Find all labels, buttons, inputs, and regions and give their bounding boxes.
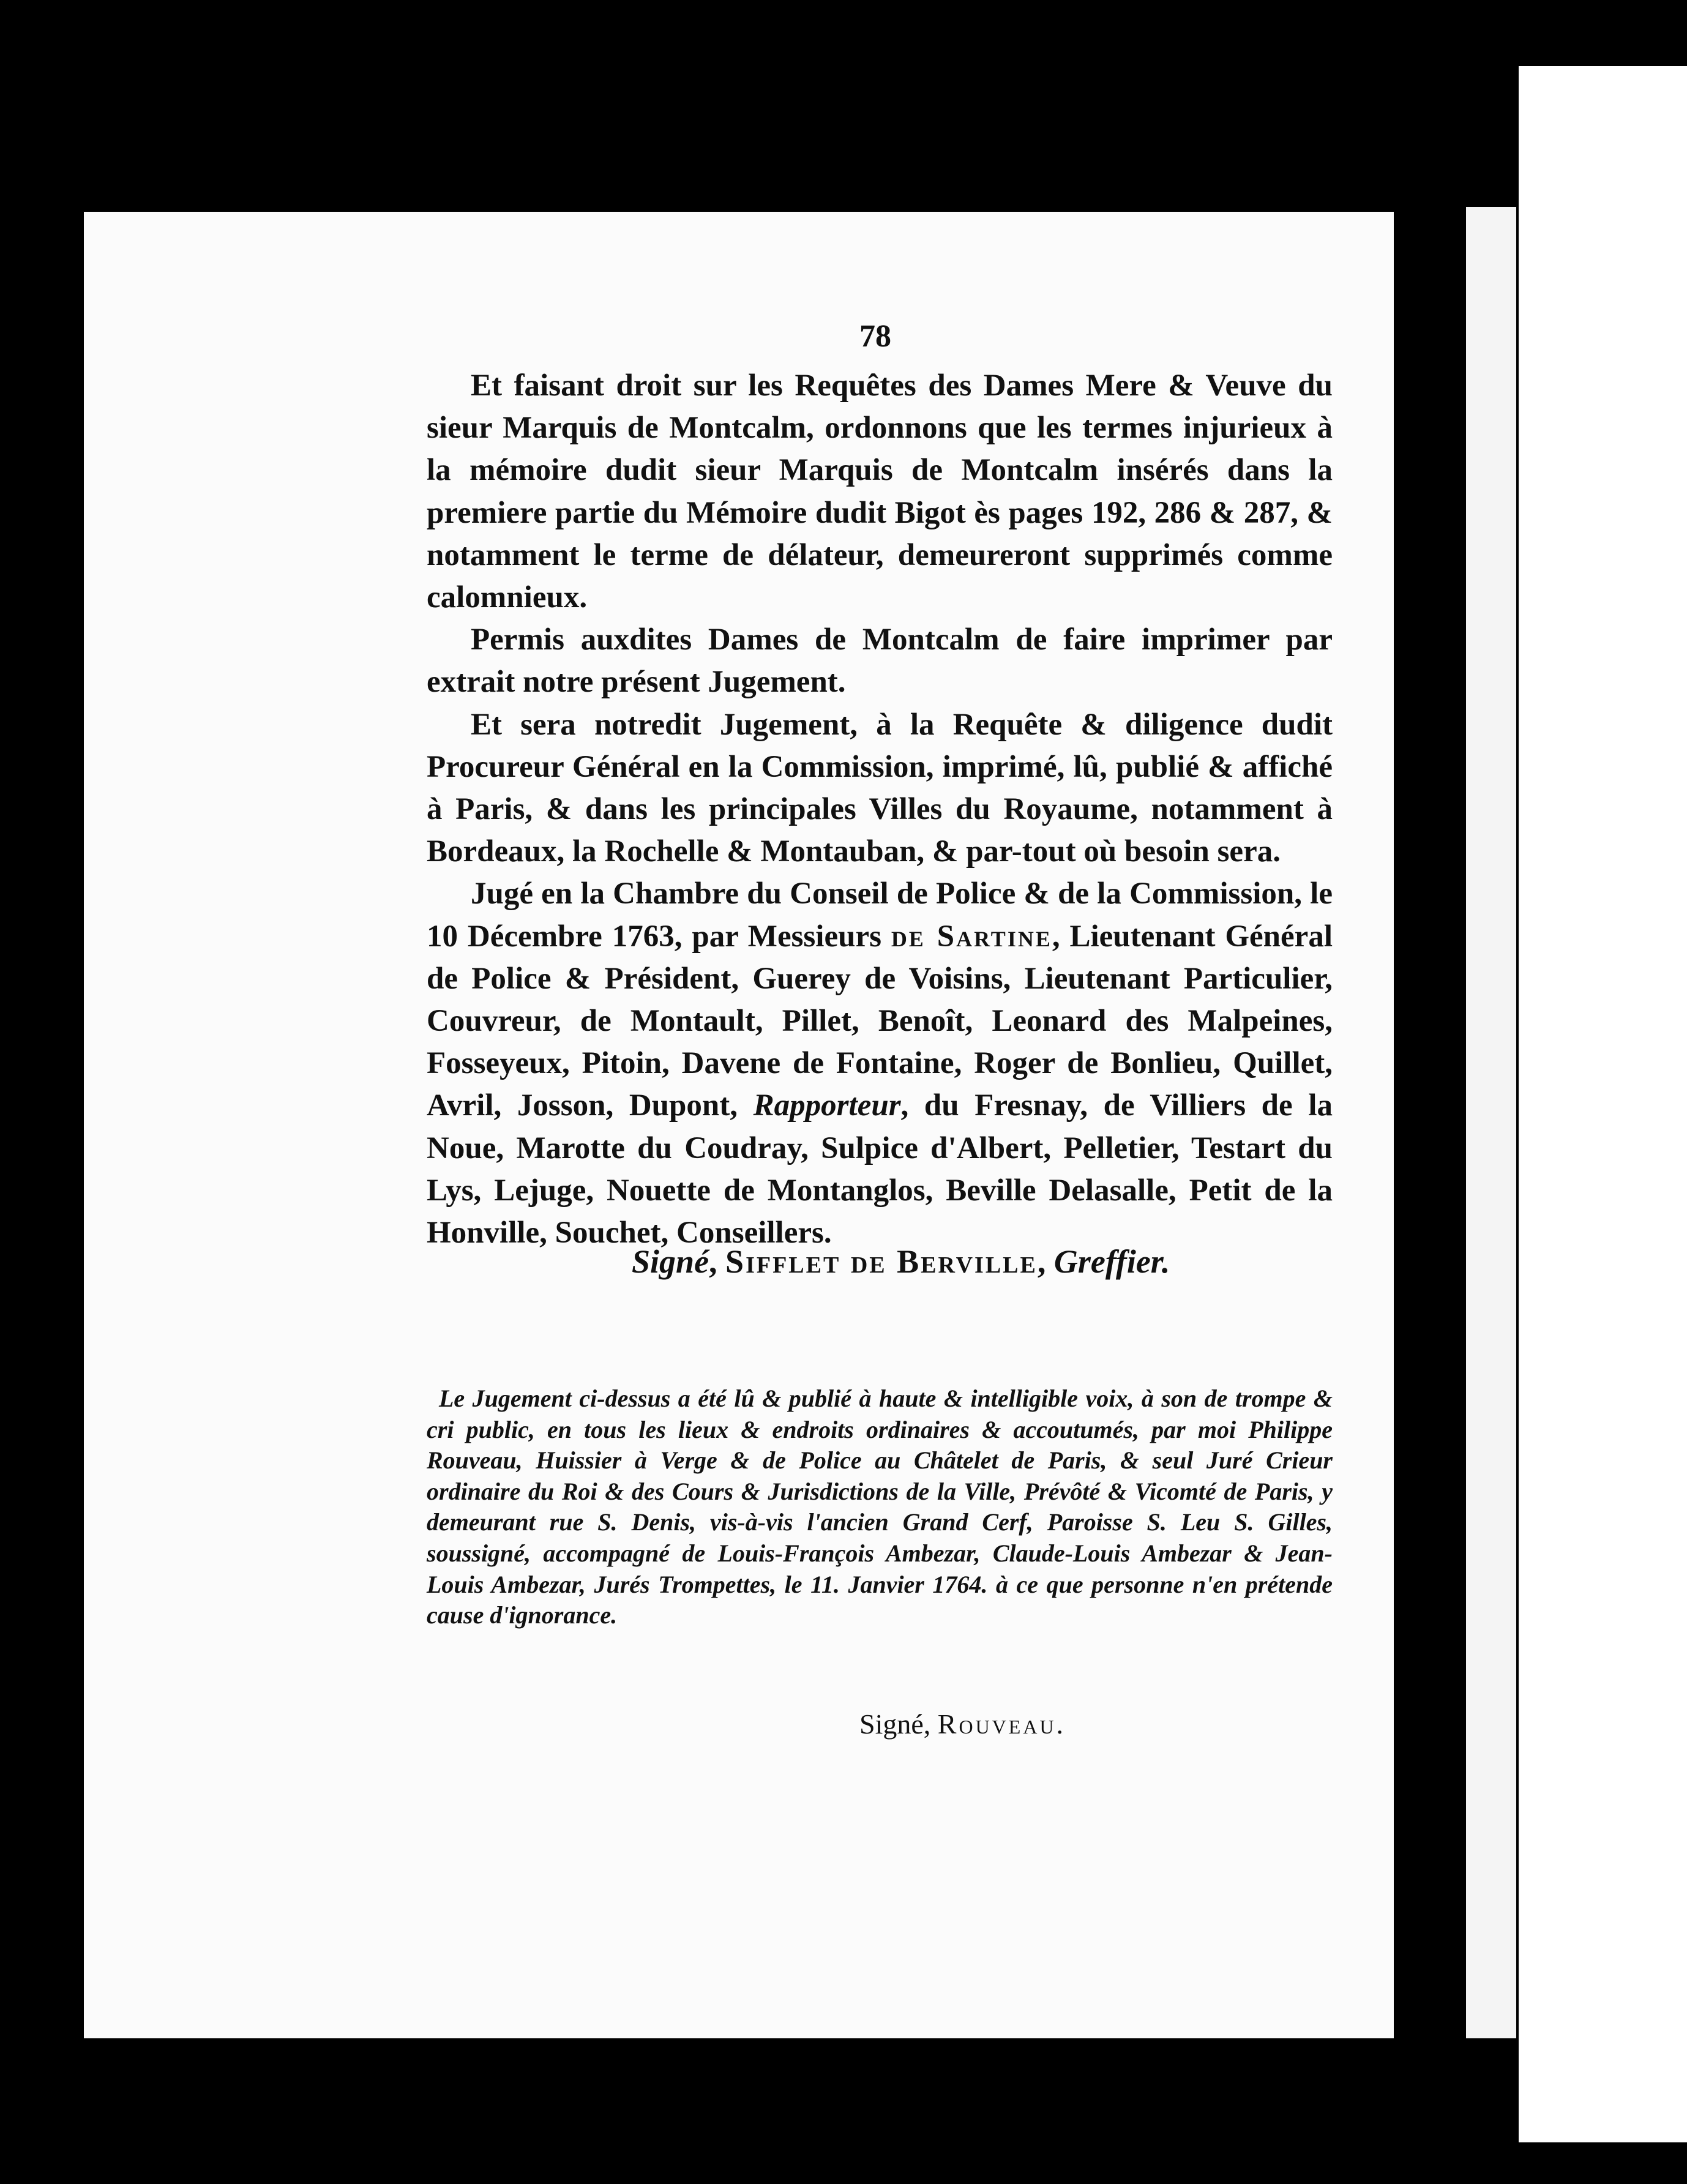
next-page-edge — [1466, 207, 1516, 2038]
proclamation-notice — [427, 1383, 1333, 1631]
crier-name: Rouveau. — [937, 1708, 1066, 1740]
clerk-name: Sifflet de Berville — [725, 1243, 1038, 1280]
rapporteur-label: Rapporteur — [753, 1088, 901, 1123]
paragraph-print-permission: Permis auxdites Dames de Montcalm de faire imprimer par extrait notre présent Jugement. — [427, 623, 1333, 700]
clerk-role: Greffier. — [1053, 1243, 1170, 1280]
judgment-text-part3: , du Fresnay, de Villiers de la Noue, Marotte du Coudray, Sulpice d'Albert, Pelletier, Testart du Lys, Lejuge, Nouette de Montanglos, Beville Delasalle, Petit de la Honville, Souchet, Conseillers. — [427, 1088, 1333, 1251]
judgment-text-part2: , Lieutenant Général de Police & Président, Guerey de Voisins, Lieutenant Particulier, Couvreur, de Montault, Pillet, Benoît, Leonard des Malpeines, Fosseyeux, Pitoin, Davene de Fontaine, Roger de Bonlieu, Quillet, Avril, Josson, Dupont, — [427, 919, 1333, 1123]
judgment-text-part1: Jugé en la Chambre du Conseil de Police & de la Commission, le 10 Décembre 1763, par Messieurs — [427, 877, 1333, 954]
crier-signature — [859, 1708, 1066, 1740]
paragraph-suppression: Et faisant droit sur les Requêtes des Dames Mere & Veuve du sieur Marquis de Montcalm, ordonnons que les termes injurieux à la mémoire dudit sieur Marquis de Montcalm insérés dans la premiere partie du Mémoire dudit Bigot ès pages 192, 286 & 287, & notamment le terme de délateur, demeureront supprimés comme calomnieux. — [427, 368, 1333, 615]
proclamation-text: Le Jugement ci-dessus a été lû & publié à haute & intelligible voix, à son de trompe & cri public, en tous les lieux & endroits ordinaires & accoutumés, par moi Philippe Rouveau, Huissier à Verge & de Police au Châtelet de Paris, & seul Juré Crieur ordinaire du Roi & des Cours & Jurisdictions de la Ville, Prévôté & Vicomté de Paris, y demeurant rue S. Denis, vis-à-vis l'ancien Grand Cerf, Paroisse S. Leu S. Gilles, soussigné, accompagné de Louis-François Ambezar, Claude-Louis Ambezar & Jean-Louis Ambezar, Jurés Trompettes, le 11. Janvier 1764. à ce que personne n'en prétende cause d'ignorance. — [427, 1385, 1333, 1629]
closing-signed-label: Signé, — [859, 1708, 931, 1740]
judgment-body — [427, 365, 1333, 1254]
scan-background: 78 Et faisant droit sur les Requêtes des Dames Mere & Veuve du sieur Marquis de Montcalm, ordonnons que les termes injurieux à la mémoire dudit sieur Marquis de Montcalm insérés dans la premiere partie du Mémoire dudit Bigot ès pages 192, 286 & 287, & notamment le terme de délateur, demeureront supprimés comme calomnieux. Permis auxdites Dames de Montcalm de faire imprimer par extrait notre présent Jugement. Et sera notredit Jugement, à la Requête & diligence dudit Procureur Général en la Commission, imprimé, lû, publié & affiché à Paris, & dans les principales Villes du Royaume, notamment à Bordeaux, la Rochelle & Montauban, & par-tout où besoin sera. Jugé en la Chambre du Conseil de Police & de la Commission, le 10 Décembre 1763, par Messieurs de Sartine, Lieutenant Général de Police & Président, Guerey de Voisins, Lieutenant Particulier, Couvreur, de Montault, Pillet, Benoît, Leonard des Malpeines, Fosseyeux, Pitoin, Davene de Fontaine, Roger de Bonlieu, Quillet, Avril, Josson, Dupont, Rapporteur, du Fresnay, de Villiers de la Noue, Marotte du Coudray, Sulpice d'Albert, Pelletier, Testart du Lys, Lejuge, Nouette de Montanglos, Beville Delasalle, Petit de la Honville, Souchet, Conseillers. Signé, Sifflet de Berville, Greffier. Le Jugement ci-dessus a été lû & publié à haute & intelligible voix, à son de trompe & cri public, en tous les lieux & endroits ordinaires & accoutumés, par moi Philippe Rouveau, Huissier à Verge & de Police au Châtelet de Paris, & seul Juré Crieur ordinaire du Roi & des Cours & Jurisdictions de la Ville, Prévôté & Vicomté de Paris, y demeurant rue S. Denis, vis-à-vis l'ancien Grand Cerf, Paroisse S. Leu S. Gilles, soussigné, accompagné de Louis-François Ambezar, Claude-Louis Ambezar & Jean-Louis Ambezar, Jurés Trompettes, le 11. Janvier 1764. à ce que personne n'en prétende cause d'ignorance. Signé, Rouveau. — [0, 0, 1687, 2184]
page-number: 78 — [859, 319, 891, 354]
paragraph-judges — [427, 873, 1333, 1254]
president-name: de Sartine — [891, 919, 1052, 954]
paragraph-publication: Et sera notredit Jugement, à la Requête & diligence dudit Procureur Général en la Commission, imprimé, lû, publié & affiché à Paris, & dans les principales Villes du Royaume, notamment à Bordeaux, la Rochelle & Montauban, & par-tout où besoin sera. — [427, 707, 1333, 869]
scanner-margin-strip — [1519, 66, 1687, 2142]
signed-label: Signé — [632, 1243, 709, 1280]
